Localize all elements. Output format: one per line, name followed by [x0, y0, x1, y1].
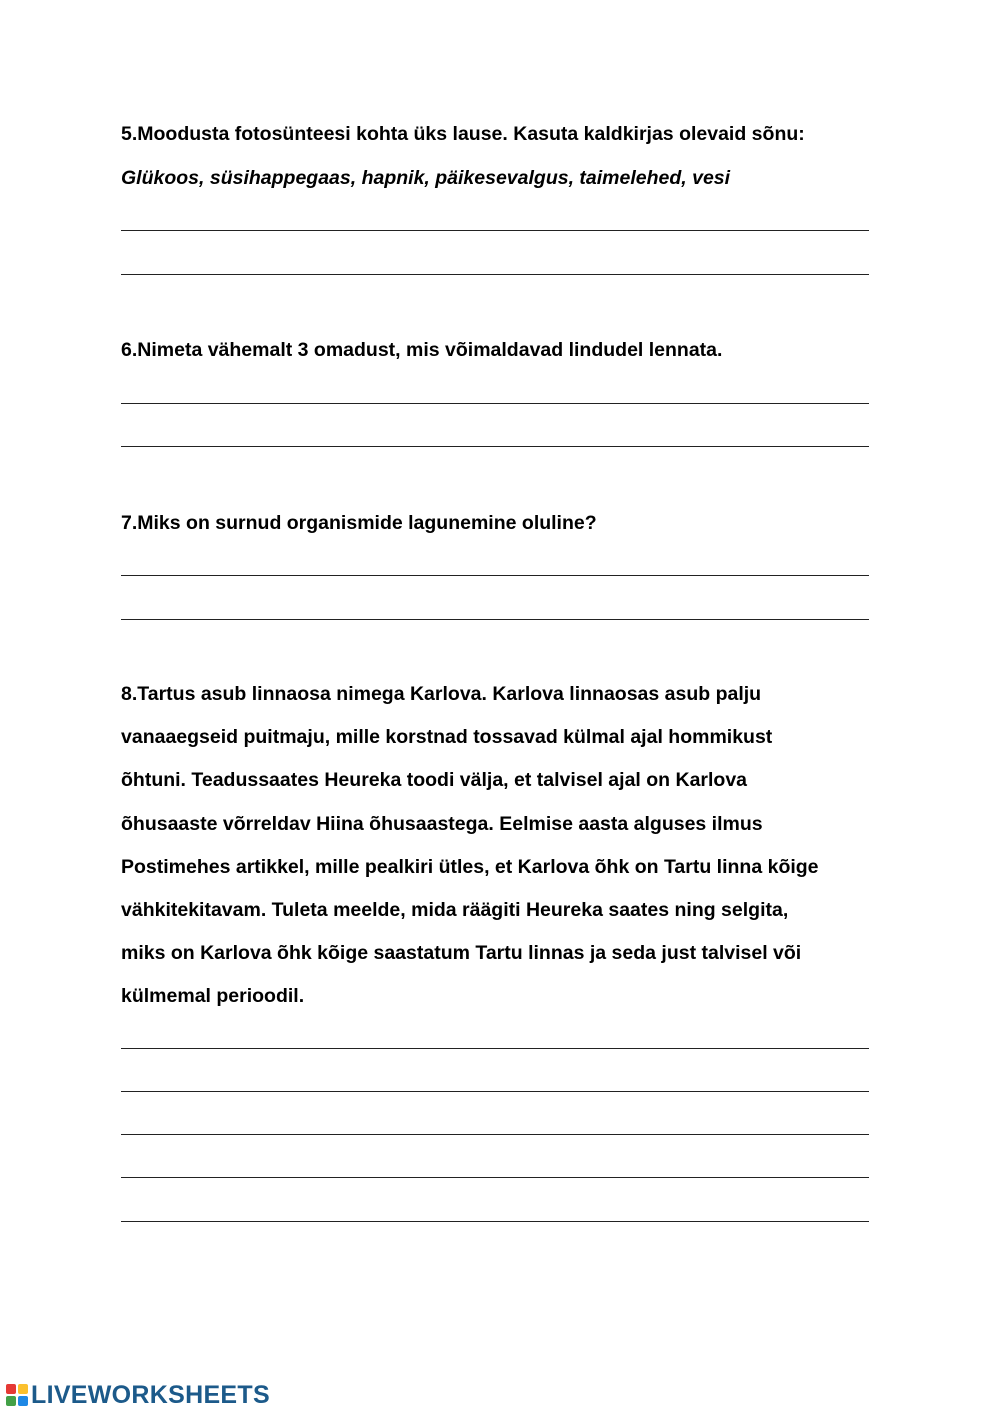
answer-line[interactable] [121, 230, 869, 231]
answer-line[interactable] [121, 1221, 869, 1222]
answer-line[interactable] [121, 1177, 869, 1178]
logo-cell [18, 1384, 28, 1394]
answer-line[interactable] [121, 575, 869, 576]
question-8-line: õhtuni. Teadussaates Heureka toodi välja, et talvisel ajal on Karlova [121, 769, 748, 792]
question-8-line: 8.Tartus asub linnaosa nimega Karlova. Karlova linnaosas asub palju [121, 683, 762, 705]
question-8-line: Postimehes artikkel, mille pealkiri ütles, et Karlova õhk on Tartu linna kõige [121, 855, 819, 878]
answer-line[interactable] [121, 446, 869, 447]
question-8-line: vähkitekitavam. Tuleta meelde, mida räägiti Heureka saates ning selgita, [121, 899, 789, 922]
question-6-prompt: 6.Nimeta vähemalt 3 omadust, mis võimaldavad lindudel lennata. [121, 339, 723, 361]
answer-line[interactable] [121, 619, 869, 620]
logo-cell [18, 1396, 28, 1406]
question-5-words: Glükoos, süsihappegaas, hapnik, päikesevalgus, taimelehed, vesi [121, 167, 731, 189]
question-8-line: külmemal perioodil. [121, 985, 305, 1008]
answer-line[interactable] [121, 1048, 869, 1049]
grid-logo-icon [6, 1384, 28, 1406]
question-8-line: miks on Karlova õhk kõige saastatum Tartu linnas ja seda just talvisel või [121, 942, 802, 965]
question-5-prompt: 5.Moodusta fotosünteesi kohta üks lause. Kasuta kaldkirjas olevaid sõnu: [121, 123, 805, 145]
brand-name: LIVEWORKSHEETS [31, 1380, 270, 1409]
answer-line[interactable] [121, 403, 869, 404]
question-8-text [121, 673, 881, 1019]
question-8-line: õhusaaste võrreldav Hiina õhusaastega. Eelmise aasta alguses ilmus [121, 812, 763, 835]
answer-line[interactable] [121, 1091, 869, 1092]
logo-cell [6, 1384, 16, 1394]
answer-line[interactable] [121, 274, 869, 275]
answer-line[interactable] [121, 1134, 869, 1135]
question-8-line: vanaaegseid puitmaju, mille korstnad tossavad külmal ajal hommikust [121, 726, 773, 749]
question-7-prompt: 7.Miks on surnud organismide lagunemine oluline? [121, 512, 597, 534]
footer-brand [6, 1380, 270, 1410]
logo-cell [6, 1396, 16, 1406]
